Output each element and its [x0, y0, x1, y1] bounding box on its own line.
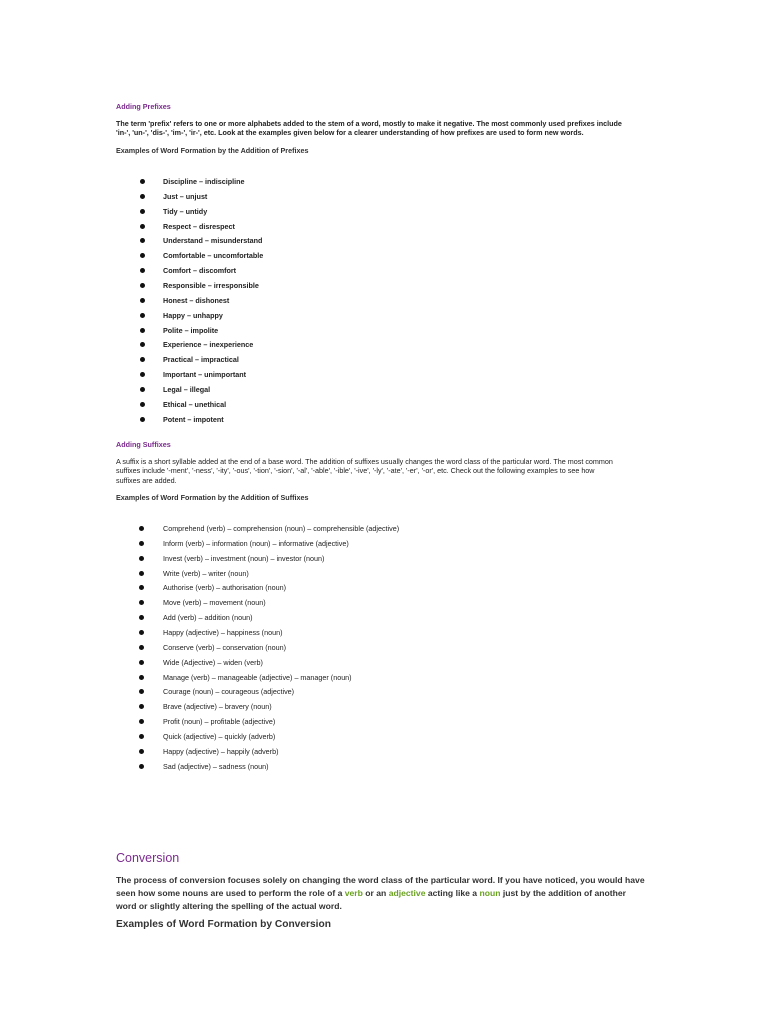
bullet-icon	[140, 194, 145, 199]
list-item-text: Honest – dishonest	[163, 295, 230, 305]
bullet-icon	[139, 675, 144, 680]
verb-highlight: verb	[344, 888, 363, 899]
bullet-icon	[139, 734, 144, 739]
bullet-icon	[139, 600, 144, 605]
list-item-text: Important – unimportant	[163, 370, 247, 380]
suffixes-examples-heading: Examples of Word Formation by the Addition of Suffixes	[116, 493, 309, 502]
list-item-text: Comprehend (verb) – comprehension (noun) – comprehensible (adjective)	[163, 524, 400, 533]
list-item-text: Happy (adjective) – happily (adverb)	[163, 746, 279, 756]
bullet-icon	[139, 585, 144, 590]
bullet-icon	[140, 372, 145, 377]
list-item-text: Move (verb) – movement (noun)	[163, 598, 266, 608]
list-item-text: Invest (verb) – investment (noun) – investor (noun)	[163, 553, 325, 563]
list-item-text: Discipline – indiscipline	[163, 177, 245, 186]
bullet-icon	[140, 283, 145, 288]
conversion-line2-a: seen how some nouns are used to perform the role of a	[116, 888, 345, 899]
bullet-icon	[140, 387, 145, 392]
bullet-icon	[140, 417, 145, 422]
bullet-icon	[140, 402, 145, 407]
conversion-line2-d: just by the addition of another	[500, 888, 627, 899]
noun-highlight: noun	[479, 888, 501, 899]
bullet-icon	[139, 764, 144, 769]
prefixes-intro	[116, 119, 656, 138]
list-item-text: Happy – unhappy	[163, 310, 223, 320]
list-item-text: Profit (noun) – profitable (adjective)	[163, 717, 276, 727]
list-item-text: Experience – inexperience	[163, 340, 254, 350]
bullet-icon	[140, 328, 145, 333]
list-item-text: Legal – illegal	[163, 384, 211, 394]
bullet-icon	[140, 224, 145, 229]
bullet-icon	[140, 298, 145, 303]
list-item-text: Manage (verb) – manageable (adjective) – manager (noun)	[163, 672, 352, 682]
bullet-icon	[139, 556, 144, 561]
conversion-line1: The process of conversion focuses solely on changing the word class of the particular word. If you have noticed, you would have	[116, 875, 645, 885]
list-item-text: Responsible – irresponsible	[163, 280, 259, 290]
bullet-icon	[139, 660, 144, 665]
bullet-icon	[139, 526, 144, 531]
conversion-paragraph	[116, 874, 656, 914]
list-item-text: Polite – impolite	[163, 325, 219, 335]
bullet-icon	[140, 253, 145, 258]
adjective-highlight: adjective	[388, 888, 426, 899]
list-item-text: Tidy – untidy	[163, 206, 208, 216]
conversion-examples-heading: Examples of Word Formation by Conversion	[116, 919, 331, 930]
bullet-icon	[139, 704, 144, 709]
list-item-text: Practical – impractical	[163, 355, 239, 365]
list-item-text: Brave (adjective) – bravery (noun)	[163, 702, 272, 712]
list-item-text: Authorise (verb) – authorisation (noun)	[163, 583, 287, 593]
list-item-text: Courage (noun) – courageous (adjective)	[163, 687, 295, 697]
list-item-text: Comfort – discomfort	[163, 266, 237, 276]
bullet-icon	[139, 645, 144, 650]
bullet-icon	[139, 689, 144, 694]
bullet-icon	[140, 179, 145, 184]
prefixes-heading: Adding Prefixes	[116, 102, 171, 111]
bullet-icon	[139, 719, 144, 724]
conversion-line3: word or slightly altering the spelling of the actual word.	[116, 901, 342, 912]
prefixes-intro-line2: 'in-', 'un-', 'dis-', 'im-', 'ir-', etc. Look at the examples given below for a clearer understanding of how prefixes are used to form new words.	[116, 128, 584, 138]
list-item-text: Potent – impotent	[163, 414, 224, 424]
list-item-text: Understand – misunderstand	[163, 236, 263, 246]
list-item-text: Sad (adjective) – sadness (noun)	[163, 761, 269, 771]
conversion-line2-b: or an	[362, 888, 389, 899]
list-item-text: Just – unjust	[163, 191, 208, 201]
conversion-line2	[116, 887, 656, 900]
prefixes-examples-heading: Examples of Word Formation by the Addition of Prefixes	[116, 146, 309, 155]
suffixes-intro-line2: suffixes include '-ment', '-ness', '-ity', '-ous', '-tion', '-sion', '-al', '-able', '-ible', '-ive', '-ly', '-ate', '-er', '-or', etc. Check out the following examples to see how	[116, 466, 595, 476]
list-item-text: Add (verb) – addition (noun)	[163, 613, 253, 623]
suffixes-heading: Adding Suffixes	[116, 440, 171, 449]
list-item-text: Quick (adjective) – quickly (adverb)	[163, 731, 276, 741]
list-item-text: Conserve (verb) – conservation (noun)	[163, 642, 287, 652]
list-item-text: Wide (Adjective) – widen (verb)	[163, 657, 263, 667]
bullet-icon	[139, 630, 144, 635]
bullet-icon	[139, 571, 144, 576]
bullet-icon	[139, 541, 144, 546]
conversion-heading: Conversion	[116, 851, 180, 865]
list-item-text: Ethical – unethical	[163, 399, 227, 409]
bullet-icon	[140, 209, 145, 214]
suffixes-intro-line3: suffixes are added.	[116, 475, 177, 485]
bullet-icon	[140, 313, 145, 318]
list-item-text: Happy (adjective) – happiness (noun)	[163, 627, 283, 637]
prefixes-intro-line1: The term 'prefix' refers to one or more alphabets added to the stem of a word, mostly to make it negative. The most commonly used prefixes include	[116, 119, 622, 128]
bullet-icon	[139, 749, 144, 754]
list-item-text: Comfortable – uncomfortable	[163, 251, 264, 261]
bullet-icon	[140, 342, 145, 347]
bullet-icon	[140, 268, 145, 273]
list-item-text: Inform (verb) – information (noun) – informative (adjective)	[163, 538, 349, 548]
suffixes-intro-line1: A suffix is a short syllable added at the end of a base word. The addition of suffixes usually changes the word class of the particular word. The most common	[116, 457, 613, 466]
bullet-icon	[140, 357, 145, 362]
list-item-text: Respect – disrespect	[163, 221, 235, 231]
list-item-text: Write (verb) – writer (noun)	[163, 568, 249, 578]
bullet-icon	[139, 615, 144, 620]
suffixes-intro	[116, 457, 656, 485]
conversion-line2-c: acting like a	[425, 888, 480, 899]
bullet-icon	[140, 238, 145, 243]
